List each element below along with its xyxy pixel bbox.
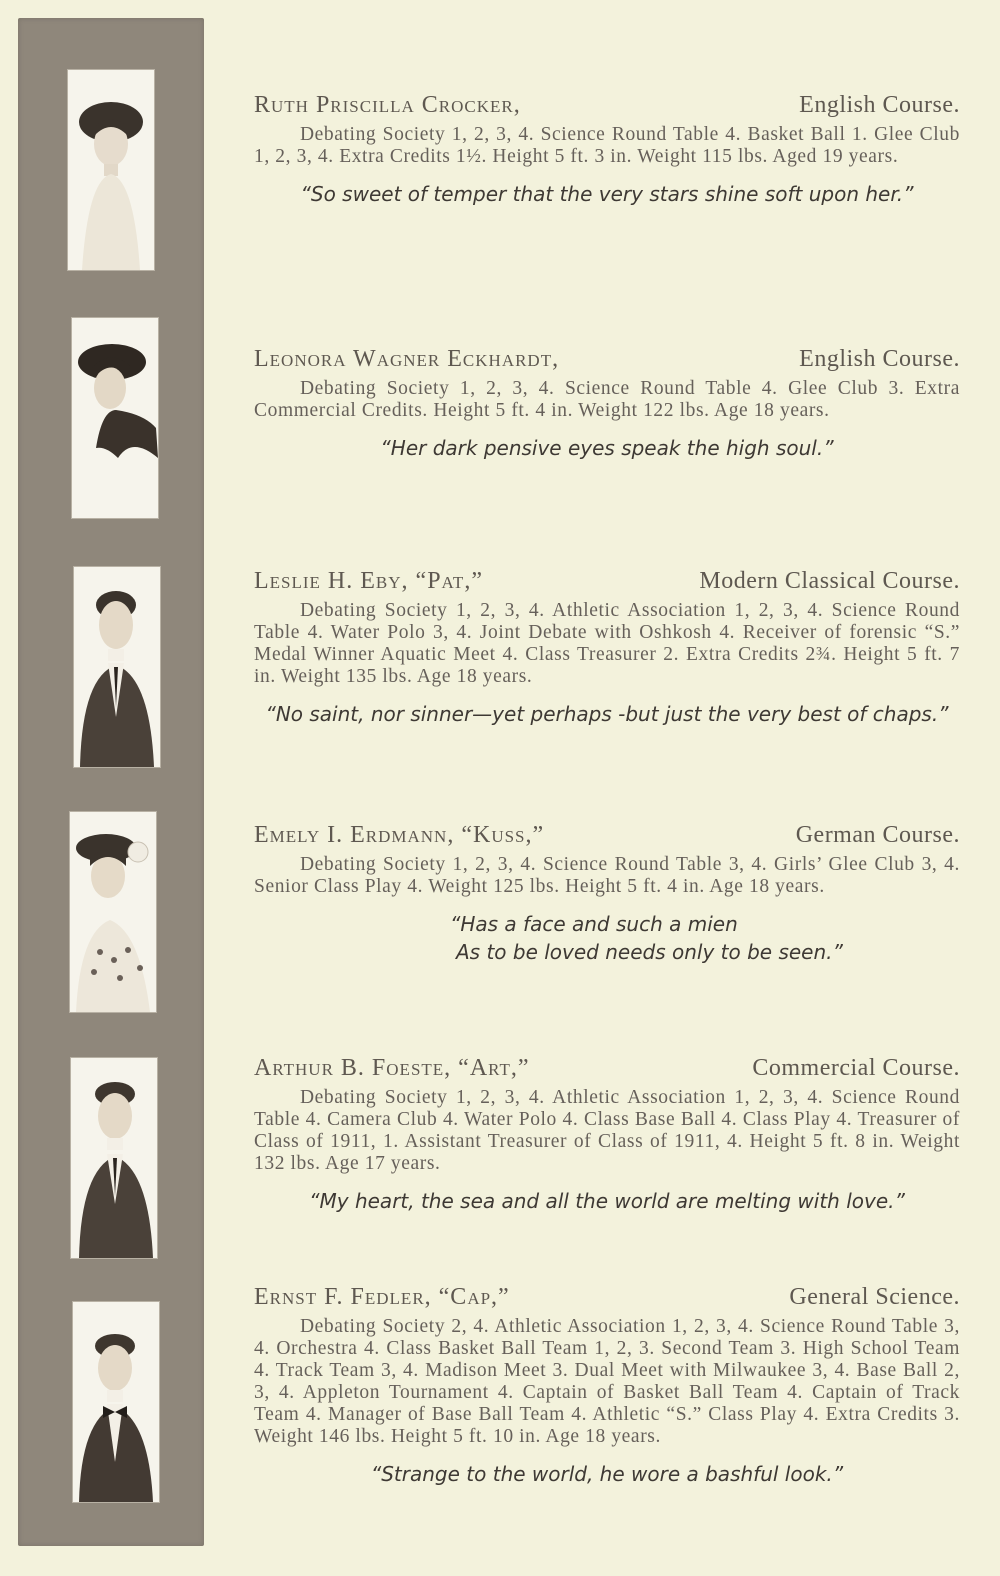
senior-entry [254,346,960,462]
photo-strip [18,18,204,1546]
student-quote: “So sweet of temper that the very stars shine soft upon her.” [300,182,914,206]
student-name: Arthur B. Foeste, “Art,” [254,1055,530,1081]
student-bio: Debating Society 1, 2, 3, 4. Athletic Association 1, 2, 3, 4. Science Round Table 4. Camera Club 4. Water Polo 4. Class Base Ball 4. Class Play 4. Treasurer of Class of 1911, 1. Assistant Treasurer of Class of 1911, 4. Height 5 ft. 8 in. Weight 132 lbs. Age 17 years. [254,1087,960,1174]
portrait-photo [67,69,155,271]
senior-entry [254,92,960,208]
senior-entry [254,822,960,966]
student-name: Ruth Priscilla Crocker, [254,92,521,118]
student-quote: “My heart, the sea and all the world are melting with love.” [309,1189,905,1213]
course-name: Modern Classical Course. [699,568,960,594]
course-name: Commercial Course. [752,1055,960,1081]
student-bio: Debating Society 1, 2, 3, 4. Science Round Table 3, 4. Girls’ Glee Club 3, 4. Senior Class Play 4. Weight 125 lbs. Height 5 ft. 4 in. Age 18 years. [254,854,960,897]
student-bio: Debating Society 1, 2, 3, 4. Athletic Association 1, 2, 3, 4. Science Round Table 4. Water Polo 3, 4. Joint Debate with Oshkosh 4. Receiver of forensic “S.” Medal Winner Aquatic Meet 4. Class Treasurer 2. Extra Credits 2¾. Height 5 ft. 7 in. Weight 135 lbs. Age 18 years. [254,600,960,687]
portrait-photo [72,1301,160,1503]
senior-entry [254,568,960,728]
course-name: German Course. [795,822,960,848]
portrait-photo [70,1057,158,1259]
student-quote: “Has a face and such a mien As to be loved needs only to be seen.” [450,912,843,964]
course-name: English Course. [799,92,960,118]
student-name: Ernst F. Fedler, “Cap,” [254,1284,510,1310]
student-quote: “Strange to the world, he wore a bashful look.” [370,1462,844,1486]
student-quote: “Her dark pensive eyes speak the high soul.” [380,436,834,460]
student-bio: Debating Society 1, 2, 3, 4. Science Round Table 4. Basket Ball 1. Glee Club 1, 2, 3, 4. Extra Credits 1½. Height 5 ft. 3 in. Weight 115 lbs. Aged 19 years. [254,124,960,167]
student-name: Leonora Wagner Eckhardt, [254,346,560,372]
student-quote: “No saint, nor sinner—yet perhaps -but just the very best of chaps.” [265,702,949,726]
senior-entry [254,1284,960,1488]
course-name: English Course. [799,346,960,372]
student-bio: Debating Society 2, 4. Athletic Association 1, 2, 3, 4. Science Round Table 3, 4. Orchestra 4. Class Basket Ball Team 1, 2, 3. Second Team 3. High School Team 4. Track Team 3, 4. Madison Meet 3. Dual Meet with Milwaukee 3, 4. Base Ball 2, 3, 4. Appleton Tournament 4. Captain of Basket Ball Team 4. Captain of Track Team 4. Manager of Base Ball Team 4. Athletic “S.” Class Play 4. Extra Credits 3. Weight 146 lbs. Height 5 ft. 10 in. Age 18 years. [254,1316,960,1447]
student-bio: Debating Society 1, 2, 3, 4. Science Round Table 4. Glee Club 3. Extra Commercial Credits. Height 5 ft. 4 in. Weight 122 lbs. Age 18 years. [254,378,960,421]
portrait-photo [73,566,161,768]
portrait-photo [71,317,159,519]
student-name: Emely I. Erdmann, “Kuss,” [254,822,545,848]
student-name: Leslie H. Eby, “Pat,” [254,568,483,594]
course-name: General Science. [789,1284,960,1310]
senior-entry [254,1055,960,1215]
portrait-photo [69,811,157,1013]
